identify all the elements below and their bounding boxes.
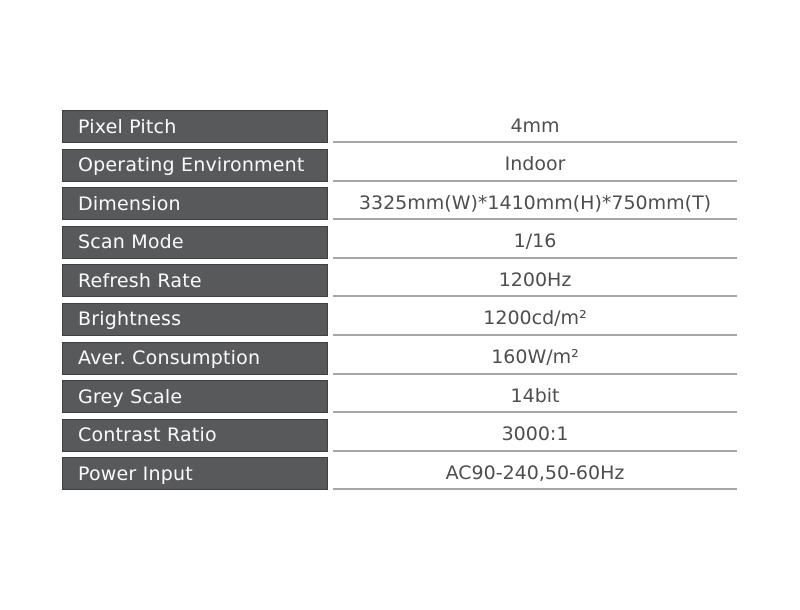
spec-value: 3000:1 bbox=[333, 419, 737, 452]
spec-value: 160W/m² bbox=[333, 342, 737, 375]
spec-label: Scan Mode bbox=[62, 226, 328, 259]
spec-row-power-input bbox=[62, 457, 737, 490]
spec-row-brightness bbox=[62, 303, 737, 336]
specification-table bbox=[62, 110, 737, 496]
spec-row-dimension bbox=[62, 187, 737, 220]
spec-row-refresh-rate bbox=[62, 264, 737, 297]
spec-row-contrast-ratio bbox=[62, 419, 737, 452]
spec-row-operating-environment bbox=[62, 149, 737, 182]
spec-value: AC90-240,50-60Hz bbox=[333, 457, 737, 490]
spec-row-grey-scale bbox=[62, 380, 737, 413]
spec-value: Indoor bbox=[333, 149, 737, 182]
spec-value: 14bit bbox=[333, 380, 737, 413]
spec-label: Grey Scale bbox=[62, 380, 328, 413]
spec-label: Aver. Consumption bbox=[62, 342, 328, 375]
spec-label: Contrast Ratio bbox=[62, 419, 328, 452]
spec-value: 1/16 bbox=[333, 226, 737, 259]
spec-label: Pixel Pitch bbox=[62, 110, 328, 143]
spec-value: 3325mm(W)*1410mm(H)*750mm(T) bbox=[333, 187, 737, 220]
spec-value: 1200cd/m² bbox=[333, 303, 737, 336]
spec-label: Dimension bbox=[62, 187, 328, 220]
spec-label: Refresh Rate bbox=[62, 264, 328, 297]
spec-row-aver-consumption bbox=[62, 342, 737, 375]
spec-value: 1200Hz bbox=[333, 264, 737, 297]
spec-row-scan-mode bbox=[62, 226, 737, 259]
spec-label: Brightness bbox=[62, 303, 328, 336]
spec-value: 4mm bbox=[333, 110, 737, 143]
spec-label: Operating Environment bbox=[62, 149, 328, 182]
spec-row-pixel-pitch bbox=[62, 110, 737, 143]
spec-label: Power Input bbox=[62, 457, 328, 490]
